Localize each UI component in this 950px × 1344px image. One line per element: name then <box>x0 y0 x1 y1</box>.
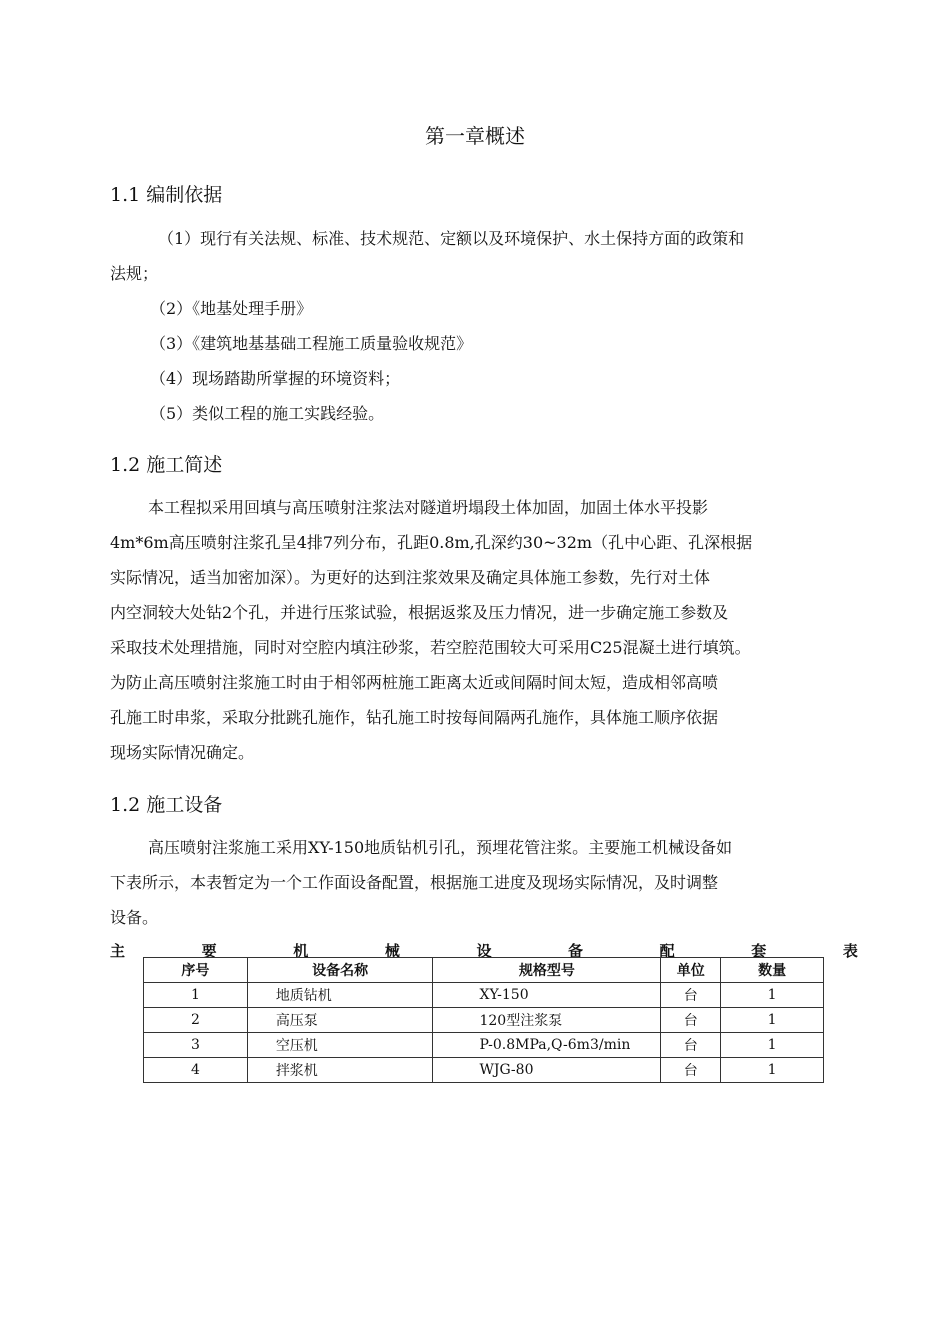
overview-line-8: 现场实际情况确定。 <box>110 743 255 762</box>
header-qty: 数量 <box>721 958 824 983</box>
basis-item-2: （2）《地基处理手册》 <box>150 299 313 318</box>
cell-spec: 120型注浆泵 <box>433 1008 661 1033</box>
section-heading-basis: 1.1 编制依据 <box>110 184 223 206</box>
cell-name: 高压泵 <box>247 1008 433 1033</box>
cell-name: 空压机 <box>247 1033 433 1058</box>
overview-line-1: 本工程拟采用回填与高压喷射注浆法对隧道坍塌段土体加固，加固土体水平投影 <box>148 498 709 517</box>
cell-qty: 1 <box>721 1008 824 1033</box>
cell-index: 4 <box>144 1058 248 1083</box>
cell-unit: 台 <box>661 983 721 1008</box>
cell-index: 1 <box>144 983 248 1008</box>
chapter-title: 第一章概述 <box>425 124 525 148</box>
cell-unit: 台 <box>661 1058 721 1083</box>
caption-char: 备 <box>568 942 584 960</box>
header-index: 序号 <box>144 958 248 983</box>
section-heading-equipment: 1.2 施工设备 <box>110 794 223 816</box>
overview-line-2: 4m*6m高压喷射注浆孔呈4排7列分布，孔距0.8m,孔深约30~32m（孔中心距、孔深根据 <box>110 533 753 552</box>
equipment-line-1: 高压喷射注浆施工采用XY-150地质钻机引孔，预埋花管注浆。主要施工机械设备如 <box>148 838 733 857</box>
caption-char: 械 <box>384 942 400 960</box>
table-header-row <box>144 958 824 983</box>
cell-spec: P-0.8MPa,Q-6m3/min <box>433 1033 661 1058</box>
table-row <box>144 1058 824 1083</box>
header-name: 设备名称 <box>247 958 433 983</box>
cell-qty: 1 <box>721 1058 824 1083</box>
caption-char: 表 <box>842 942 858 960</box>
header-unit: 单位 <box>661 958 721 983</box>
cell-index: 3 <box>144 1033 248 1058</box>
cell-spec: WJG-80 <box>433 1058 661 1083</box>
basis-item-4: （4）现场踏勘所掌握的环境资料； <box>150 369 401 388</box>
cell-index: 2 <box>144 1008 248 1033</box>
overview-line-5: 采取技术处理措施，同时对空腔内填注砂浆，若空腔范围较大可采用C25混凝土进行填筑。 <box>110 638 751 657</box>
caption-char: 设 <box>476 942 492 960</box>
table-row <box>144 1008 824 1033</box>
cell-spec: XY-150 <box>433 983 661 1008</box>
cell-unit: 台 <box>661 1008 721 1033</box>
cell-qty: 1 <box>721 1033 824 1058</box>
cell-unit: 台 <box>661 1033 721 1058</box>
overview-line-6: 为防止高压喷射注浆施工时由于相邻两桩施工距离太近或间隔时间太短，造成相邻高喷 <box>110 673 719 692</box>
header-spec: 规格型号 <box>433 958 661 983</box>
cell-qty: 1 <box>721 983 824 1008</box>
caption-char: 机 <box>293 942 309 960</box>
cell-name: 地质钻机 <box>247 983 433 1008</box>
basis-item-1-cont: 法规； <box>110 264 159 283</box>
basis-item-1: （1）现行有关法规、标准、技术规范、定额以及环境保护、水土保持方面的政策和 <box>158 229 745 248</box>
section-heading-overview: 1.2 施工简述 <box>110 454 223 476</box>
overview-line-3: 实际情况，适当加密加深）。为更好的达到注浆效果及确定具体施工参数，先行对土体 <box>110 568 711 587</box>
basis-item-3: （3）《建筑地基基础工程施工质量验收规范》 <box>150 334 473 353</box>
equipment-line-3: 设备。 <box>110 908 159 927</box>
overview-line-7: 孔施工时串浆，采取分批跳孔施作，钻孔施工时按每间隔两孔施作，具体施工顺序依据 <box>110 708 719 727</box>
basis-item-5: （5）类似工程的施工实践经验。 <box>150 404 385 423</box>
table-row <box>144 1033 824 1058</box>
caption-char: 要 <box>201 942 217 960</box>
caption-char: 配 <box>659 942 675 960</box>
overview-line-4: 内空洞较大处钻2个孔，并进行压浆试验，根据返浆及压力情况，进一步确定施工参数及 <box>110 603 729 622</box>
equipment-table <box>143 957 824 1083</box>
caption-char: 套 <box>751 942 767 960</box>
cell-name: 拌浆机 <box>247 1058 433 1083</box>
equipment-line-2: 下表所示，本表暂定为一个工作面设备配置，根据施工进度及现场实际情况，及时调整 <box>110 873 719 892</box>
caption-char: 主 <box>110 942 126 960</box>
table-row <box>144 983 824 1008</box>
